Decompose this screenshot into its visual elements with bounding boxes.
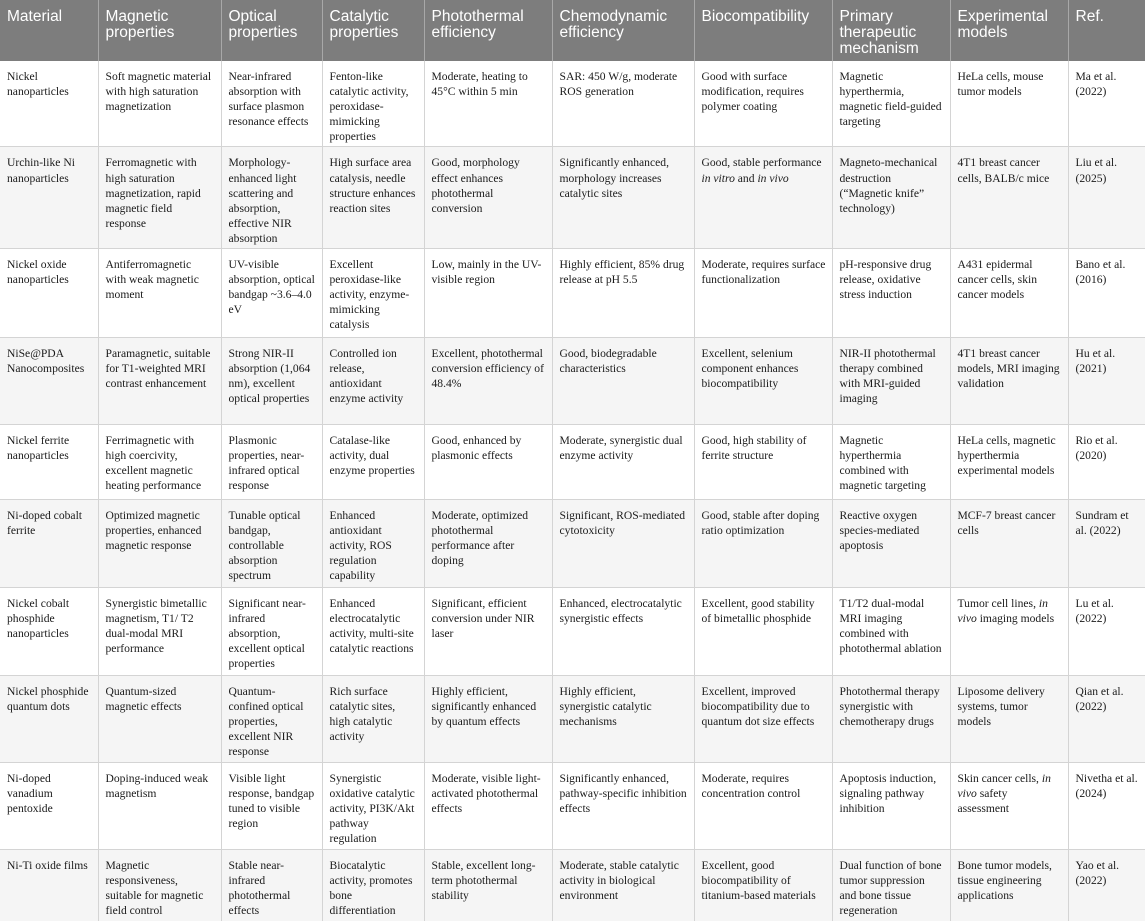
cell-photothermal: Highly efficient, significantly enhanced by quantum effects xyxy=(424,676,552,762)
cell-biocompatibility: Moderate, requires surface functionalization xyxy=(694,249,832,338)
table-row xyxy=(0,147,1145,249)
cell-mechanism: Reactive oxygen species-mediated apoptosis xyxy=(832,500,950,588)
cell-models: Bone tumor models, tissue engineering applications xyxy=(950,849,1068,921)
cell-chemodynamic: Moderate, stable catalytic activity in biological environment xyxy=(552,849,694,921)
cell-catalytic: Synergistic oxidative catalytic activity, PI3K/Akt pathway regulation xyxy=(322,762,424,849)
cell-models: MCF-7 breast cancer cells xyxy=(950,500,1068,588)
cell-catalytic: Fenton-like catalytic activity, peroxidase-mimicking properties xyxy=(322,61,424,147)
cell-mechanism: Magneto-mechanical destruction (“Magnetic knife” technology) xyxy=(832,147,950,249)
table-row xyxy=(0,425,1145,500)
cell-photothermal: Moderate, visible light-activated photothermal effects xyxy=(424,762,552,849)
header-ref: Ref. xyxy=(1068,0,1145,61)
cell-chemodynamic: Highly efficient, synergistic catalytic mechanisms xyxy=(552,676,694,762)
header-catalytic: Catalytic properties xyxy=(322,0,424,61)
cell-ref: Nivetha et al. (2024) xyxy=(1068,762,1145,849)
cell-optical: Plasmonic properties, near-infrared optical response xyxy=(221,425,322,500)
cell-optical: Significant near-infrared absorption, excellent optical properties xyxy=(221,588,322,676)
cell-photothermal: Good, morphology effect enhances photothermal conversion xyxy=(424,147,552,249)
cell-magnetic: Synergistic bimetallic magnetism, T1/ T2 dual-modal MRI performance xyxy=(98,588,221,676)
cell-biocompatibility: Good, high stability of ferrite structure xyxy=(694,425,832,500)
table-row xyxy=(0,762,1145,849)
cell-models: A431 epidermal cancer cells, skin cancer models xyxy=(950,249,1068,338)
cell-biocompatibility: Excellent, selenium component enhances biocompatibility xyxy=(694,338,832,425)
cell-models: Liposome delivery systems, tumor models xyxy=(950,676,1068,762)
cell-biocompatibility: Excellent, good stability of bimetallic phosphide xyxy=(694,588,832,676)
header-biocompatibility: Biocompatibility xyxy=(694,0,832,61)
cell-chemodynamic: Moderate, synergistic dual enzyme activity xyxy=(552,425,694,500)
cell-optical: Visible light response, bandgap tuned to visible region xyxy=(221,762,322,849)
cell-optical: Stable near-infrared photothermal effects xyxy=(221,849,322,921)
cell-chemodynamic: Good, biodegradable characteristics xyxy=(552,338,694,425)
cell-mechanism: NIR-II photothermal therapy combined with MRI-guided imaging xyxy=(832,338,950,425)
cell-ref: Sundram et al. (2022) xyxy=(1068,500,1145,588)
table-row xyxy=(0,676,1145,762)
cell-magnetic: Paramagnetic, suitable for T1-weighted MRI contrast enhancement xyxy=(98,338,221,425)
table-row xyxy=(0,588,1145,676)
header-photothermal: Photothermal efficiency xyxy=(424,0,552,61)
cell-mechanism: Apoptosis induction, signaling pathway inhibition xyxy=(832,762,950,849)
cell-catalytic: Enhanced antioxidant activity, ROS regulation capability xyxy=(322,500,424,588)
cell-models: HeLa cells, magnetic hyperthermia experimental models xyxy=(950,425,1068,500)
cell-ref: Liu et al. (2025) xyxy=(1068,147,1145,249)
cell-biocompatibility: Excellent, improved biocompatibility due to quantum dot size effects xyxy=(694,676,832,762)
cell-catalytic: Controlled ion release, antioxidant enzyme activity xyxy=(322,338,424,425)
cell-models: Tumor cell lines, in vivo imaging models xyxy=(950,588,1068,676)
table-row xyxy=(0,338,1145,425)
cell-material: Nickel phosphide quantum dots xyxy=(0,676,98,762)
cell-chemodynamic: Significantly enhanced, morphology increases catalytic sites xyxy=(552,147,694,249)
cell-mechanism: Magnetic hyperthermia combined with magnetic targeting xyxy=(832,425,950,500)
cell-chemodynamic: Significantly enhanced, pathway-specific inhibition effects xyxy=(552,762,694,849)
header-magnetic: Magnetic properties xyxy=(98,0,221,61)
header-mechanism: Primary therapeutic mechanism xyxy=(832,0,950,61)
cell-material: Nickel nanoparticles xyxy=(0,61,98,147)
cell-models: HeLa cells, mouse tumor models xyxy=(950,61,1068,147)
cell-photothermal: Moderate, heating to 45°C within 5 min xyxy=(424,61,552,147)
cell-ref: Qian et al. (2022) xyxy=(1068,676,1145,762)
cell-magnetic: Ferrimagnetic with high coercivity, excellent magnetic heating performance xyxy=(98,425,221,500)
cell-magnetic: Antiferromagnetic with weak magnetic moment xyxy=(98,249,221,338)
cell-material: NiSe@PDA Nanocomposites xyxy=(0,338,98,425)
cell-photothermal: Significant, efficient conversion under NIR laser xyxy=(424,588,552,676)
cell-mechanism: Photothermal therapy synergistic with chemotherapy drugs xyxy=(832,676,950,762)
cell-magnetic: Ferromagnetic with high saturation magnetization, rapid magnetic field response xyxy=(98,147,221,249)
cell-optical: Strong NIR-II absorption (1,064 nm), excellent optical properties xyxy=(221,338,322,425)
table-row xyxy=(0,61,1145,147)
header-row xyxy=(0,0,1145,61)
cell-chemodynamic: SAR: 450 W/g, moderate ROS generation xyxy=(552,61,694,147)
cell-ref: Ma et al. (2022) xyxy=(1068,61,1145,147)
cell-material: Ni-Ti oxide films xyxy=(0,849,98,921)
table-row xyxy=(0,849,1145,921)
header-optical: Optical properties xyxy=(221,0,322,61)
header-material: Material xyxy=(0,0,98,61)
cell-mechanism: pH-responsive drug release, oxidative stress induction xyxy=(832,249,950,338)
cell-chemodynamic: Significant, ROS-mediated cytotoxicity xyxy=(552,500,694,588)
cell-magnetic: Optimized magnetic properties, enhanced magnetic response xyxy=(98,500,221,588)
cell-material: Nickel ferrite nanoparticles xyxy=(0,425,98,500)
cell-material: Nickel cobalt phosphide nanoparticles xyxy=(0,588,98,676)
cell-mechanism: Magnetic hyperthermia, magnetic field-guided targeting xyxy=(832,61,950,147)
cell-ref: Hu et al. (2021) xyxy=(1068,338,1145,425)
cell-biocompatibility: Good, stable performance in vitro and in vivo xyxy=(694,147,832,249)
cell-material: Nickel oxide nanoparticles xyxy=(0,249,98,338)
cell-magnetic: Magnetic responsiveness, suitable for magnetic field control xyxy=(98,849,221,921)
cell-photothermal: Good, enhanced by plasmonic effects xyxy=(424,425,552,500)
cell-biocompatibility: Moderate, requires concentration control xyxy=(694,762,832,849)
cell-biocompatibility: Excellent, good biocompatibility of titanium-based materials xyxy=(694,849,832,921)
cell-photothermal: Stable, excellent long-term photothermal stability xyxy=(424,849,552,921)
cell-material: Ni-doped cobalt ferrite xyxy=(0,500,98,588)
header-chemodynamic: Chemodynamic efficiency xyxy=(552,0,694,61)
cell-magnetic: Soft magnetic material with high saturation magnetization xyxy=(98,61,221,147)
table-row xyxy=(0,249,1145,338)
cell-optical: Near-infrared absorption with surface plasmon resonance effects xyxy=(221,61,322,147)
cell-ref: Bano et al. (2016) xyxy=(1068,249,1145,338)
cell-mechanism: Dual function of bone tumor suppression and bone tissue regeneration xyxy=(832,849,950,921)
cell-chemodynamic: Highly efficient, 85% drug release at pH 5.5 xyxy=(552,249,694,338)
header-models: Experimental models xyxy=(950,0,1068,61)
cell-photothermal: Low, mainly in the UV-visible region xyxy=(424,249,552,338)
cell-models: 4T1 breast cancer cells, BALB/c mice xyxy=(950,147,1068,249)
cell-catalytic: Enhanced electrocatalytic activity, multi-site catalytic reactions xyxy=(322,588,424,676)
cell-optical: Tunable optical bandgap, controllable absorption spectrum xyxy=(221,500,322,588)
cell-catalytic: Biocatalytic activity, promotes bone differentiation xyxy=(322,849,424,921)
cell-biocompatibility: Good with surface modification, requires polymer coating xyxy=(694,61,832,147)
cell-catalytic: Excellent peroxidase-like activity, enzyme-mimicking catalysis xyxy=(322,249,424,338)
cell-photothermal: Excellent, photothermal conversion efficiency of 48.4% xyxy=(424,338,552,425)
cell-models: 4T1 breast cancer models, MRI imaging validation xyxy=(950,338,1068,425)
cell-mechanism: T1/T2 dual-modal MRI imaging combined with photothermal ablation xyxy=(832,588,950,676)
cell-models: Skin cancer cells, in vivo safety assessment xyxy=(950,762,1068,849)
cell-photothermal: Moderate, optimized photothermal performance after doping xyxy=(424,500,552,588)
cell-optical: Quantum-confined optical properties, excellent NIR response xyxy=(221,676,322,762)
cell-ref: Rio et al. (2020) xyxy=(1068,425,1145,500)
cell-material: Urchin-like Ni nanoparticles xyxy=(0,147,98,249)
cell-catalytic: Rich surface catalytic sites, high catalytic activity xyxy=(322,676,424,762)
cell-catalytic: Catalase-like activity, dual enzyme properties xyxy=(322,425,424,500)
cell-optical: UV-visible absorption, optical bandgap ~3.6–4.0 eV xyxy=(221,249,322,338)
cell-catalytic: High surface area catalysis, needle structure enhances reaction sites xyxy=(322,147,424,249)
cell-ref: Lu et al. (2022) xyxy=(1068,588,1145,676)
cell-chemodynamic: Enhanced, electrocatalytic synergistic effects xyxy=(552,588,694,676)
cell-magnetic: Quantum-sized magnetic effects xyxy=(98,676,221,762)
cell-material: Ni-doped vanadium pentoxide xyxy=(0,762,98,849)
table-row xyxy=(0,500,1145,588)
cell-biocompatibility: Good, stable after doping ratio optimization xyxy=(694,500,832,588)
cell-ref: Yao et al. (2022) xyxy=(1068,849,1145,921)
cell-optical: Morphology-enhanced light scattering and absorption, effective NIR absorption xyxy=(221,147,322,249)
cell-magnetic: Doping-induced weak magnetism xyxy=(98,762,221,849)
